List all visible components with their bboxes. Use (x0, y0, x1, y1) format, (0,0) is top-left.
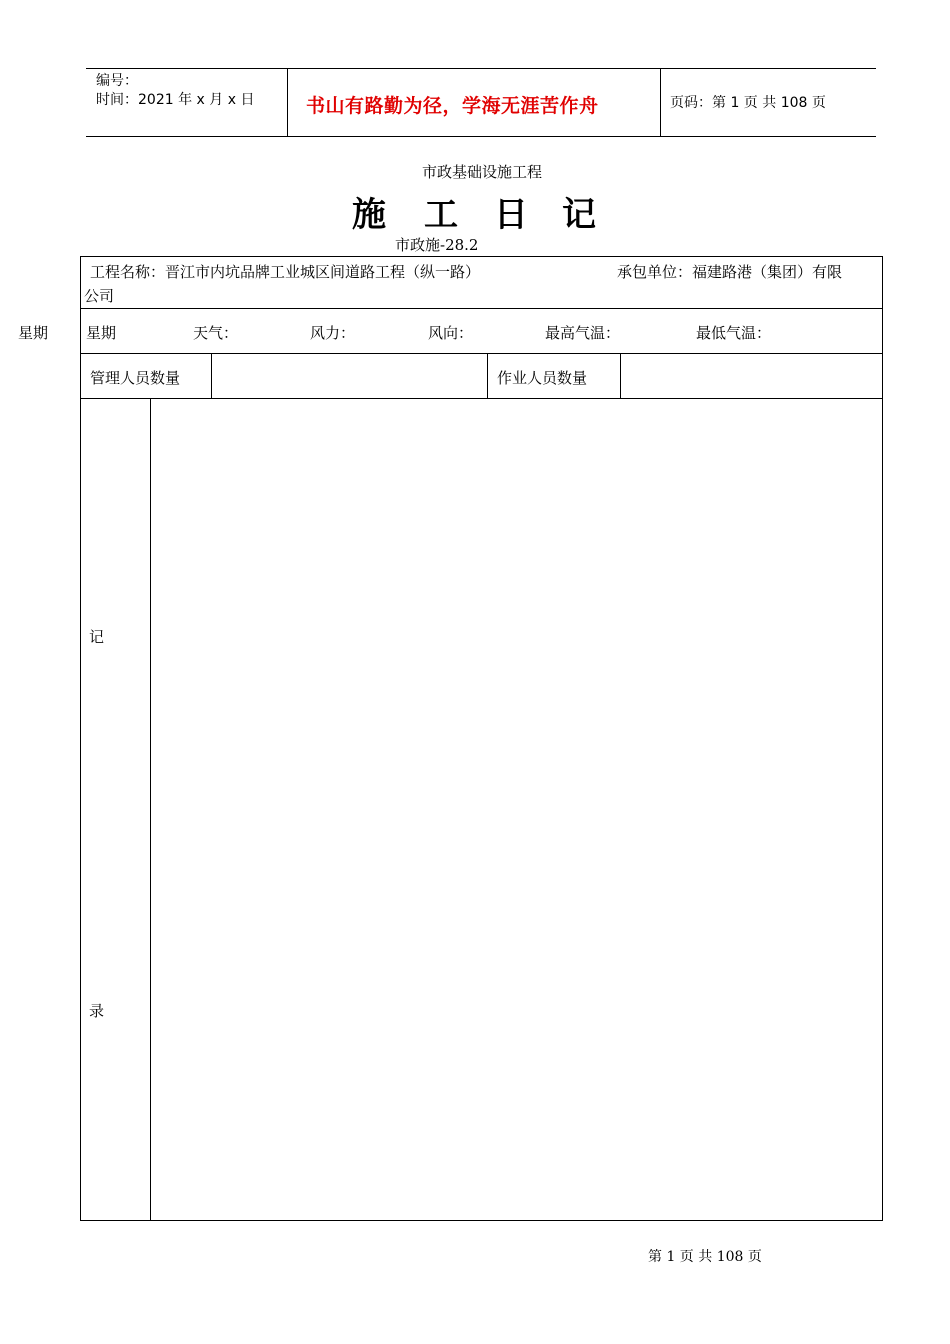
document-category: 市政基础设施工程 (421, 163, 542, 181)
staff-col-rule-2 (487, 353, 488, 398)
record-col-rule (150, 398, 151, 1221)
record-label-char-2: 录 (89, 1002, 105, 1020)
staff-col-rule-1 (211, 353, 212, 398)
wind-direction-field-label: 风向： (428, 324, 474, 342)
title-char-1: 施 (352, 195, 388, 235)
form-code: 市政施-28.2 (395, 236, 479, 254)
title-char-3: 日 (494, 195, 530, 235)
wind-force-field-label: 风力： (310, 324, 356, 342)
record-content-area[interactable] (152, 400, 881, 1219)
contractor-name: 承包单位：福建路港（集团）有限 (617, 263, 843, 281)
project-name: 工程名称：晋江市内坑品牌工业城区间道路工程（纵一路） (90, 263, 481, 281)
management-count-input[interactable] (213, 355, 485, 396)
footer-page-number: 第 1 页 共 108 页 (648, 1249, 762, 1265)
management-count-label: 管理人员数量 (90, 369, 181, 387)
side-weekday-label: 星期 (18, 324, 49, 342)
header-page-number: 页码：第 1 页 共 108 页 (670, 95, 826, 111)
form-row-rule-3 (80, 398, 883, 399)
header-divider-left (287, 68, 288, 136)
form-row-rule-2 (80, 353, 883, 354)
worker-count-input[interactable] (622, 355, 881, 396)
header-divider-right (660, 68, 661, 136)
header-motto: 书山有路勤为径，学海无涯苦作舟 (306, 95, 599, 117)
header-top-rule (86, 68, 876, 69)
title-char-4: 记 (562, 195, 598, 235)
document-time-label: 时间：2021 年 x 月 x 日 (96, 92, 255, 108)
form-row-rule-1 (80, 308, 883, 309)
staff-col-rule-3 (620, 353, 621, 398)
title-char-2: 工 (424, 195, 460, 235)
header-bottom-rule (86, 136, 876, 137)
max-temperature-field-label: 最高气温： (545, 324, 621, 342)
weather-field-label: 天气： (193, 324, 239, 342)
record-label-char-1: 记 (89, 628, 105, 646)
weekday-field-label: 星期 (86, 324, 117, 342)
document-number-label: 编号： (96, 73, 138, 89)
min-temperature-field-label: 最低气温： (696, 324, 772, 342)
worker-count-label: 作业人员数量 (497, 369, 588, 387)
contractor-name-continued: 公司 (84, 287, 115, 305)
